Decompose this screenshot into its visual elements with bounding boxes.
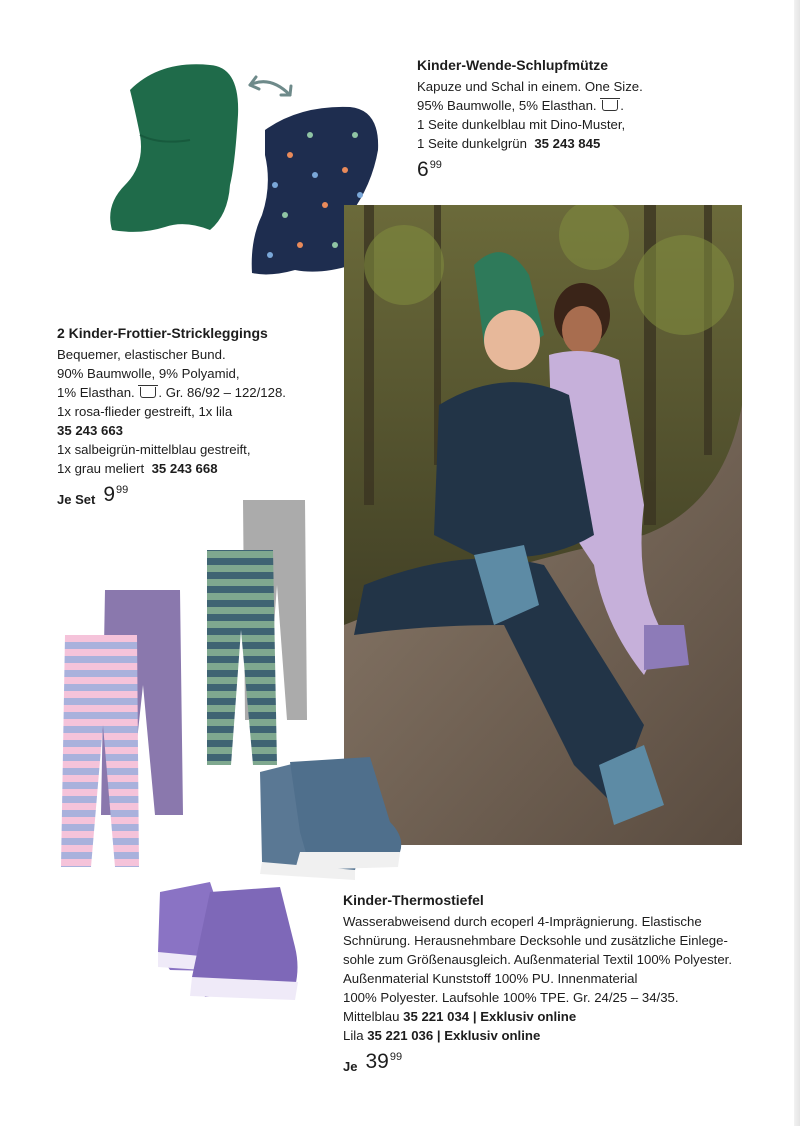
hat-price-cent: 99 bbox=[429, 159, 442, 171]
boots-variant2 bbox=[343, 1026, 732, 1045]
leggings-line1: Bequemer, elastischer Bund. bbox=[57, 347, 226, 362]
boots-variant2-article: 35 221 036 bbox=[367, 1028, 434, 1043]
legging-sage-striped bbox=[207, 550, 277, 765]
leggings-description bbox=[57, 324, 286, 509]
boots-price-euro: 39 bbox=[365, 1050, 389, 1073]
boots-price-cent: 99 bbox=[389, 1051, 403, 1063]
leggings-line5: 1x salbeigrün-mittelblau gestreift, bbox=[57, 442, 251, 457]
hat-line2: 95% Baumwolle, 5% Elasthan. bbox=[417, 98, 597, 113]
leggings-price-euro: 9 bbox=[103, 483, 115, 506]
boots-variant1-article: 35 221 034 bbox=[403, 1009, 470, 1024]
hat-line1: Kapuze und Schal in einem. One Size. bbox=[417, 79, 643, 94]
leggings-price-cent: 99 bbox=[116, 484, 129, 496]
boots-purple bbox=[158, 882, 298, 1000]
boots-price bbox=[343, 1051, 732, 1076]
hat-price-euro: 6 bbox=[417, 158, 429, 181]
leggings-price-prefix: Je Set bbox=[57, 492, 96, 507]
page-edge-shadow bbox=[794, 0, 800, 1126]
hat-title: Kinder-Wende-Schlupfmütze bbox=[417, 57, 609, 73]
hat-line4: 1 Seite dunkelgrün bbox=[417, 136, 527, 151]
boots-variant2-note: Exklusiv online bbox=[444, 1028, 541, 1043]
boots-blue bbox=[260, 757, 401, 880]
boots-variant1-note: Exklusiv online bbox=[480, 1009, 577, 1024]
boots-line5: 100% Polyester. Laufsohle 100% TPE. Gr. 24/25 – 34/35. bbox=[343, 990, 679, 1005]
boots-title: Kinder-Thermostiefel bbox=[343, 892, 484, 908]
hat-line2-end: . bbox=[620, 98, 624, 113]
kids-forest-photo bbox=[344, 205, 742, 845]
boots-variant1 bbox=[343, 1007, 732, 1026]
legging-pink-striped bbox=[61, 635, 139, 867]
boots-variant1-color: Mittelblau bbox=[343, 1009, 400, 1024]
boots-line3: sohle zum Größenausgleich. Außenmaterial Textil 100% Polyester. bbox=[343, 952, 732, 967]
leggings-line6: 1x grau meliert bbox=[57, 461, 145, 476]
wash-40-icon bbox=[602, 100, 618, 111]
boots-description bbox=[343, 891, 732, 1076]
leggings-article1: 35 243 663 bbox=[57, 423, 124, 438]
leggings-line2: 90% Baumwolle, 9% Polyamid, bbox=[57, 366, 240, 381]
leggings-title: 2 Kinder-Frottier-Strickleggings bbox=[57, 325, 268, 341]
hat-article-number: 35 243 845 bbox=[534, 136, 601, 151]
boots-variant2-color: Lila bbox=[343, 1028, 364, 1043]
hat-description bbox=[417, 56, 643, 181]
leggings-line3a: 1% Elasthan. bbox=[57, 385, 135, 400]
boots-line4: Außenmaterial Kunststoff 100% PU. Innenmaterial bbox=[343, 971, 638, 986]
separator: | bbox=[436, 1028, 441, 1043]
leggings-line3b: . Gr. 86/92 – 122/128. bbox=[158, 385, 286, 400]
boots-price-prefix: Je bbox=[343, 1059, 358, 1074]
hat-price bbox=[417, 159, 643, 181]
leggings-line4: 1x rosa-flieder gestreift, 1x lila bbox=[57, 404, 233, 419]
boots-line2: Schnürung. Herausnehmbare Decksohle und zusätzliche Einlege- bbox=[343, 933, 728, 948]
leggings-article2: 35 243 668 bbox=[151, 461, 218, 476]
wash-40-icon bbox=[140, 387, 156, 398]
boots-line1: Wasserabweisend durch ecoperl 4-Imprägnierung. Elastische bbox=[343, 914, 702, 929]
separator: | bbox=[472, 1009, 477, 1024]
hat-line3: 1 Seite dunkelblau mit Dino-Muster, bbox=[417, 117, 626, 132]
hat-green-side bbox=[110, 64, 238, 232]
